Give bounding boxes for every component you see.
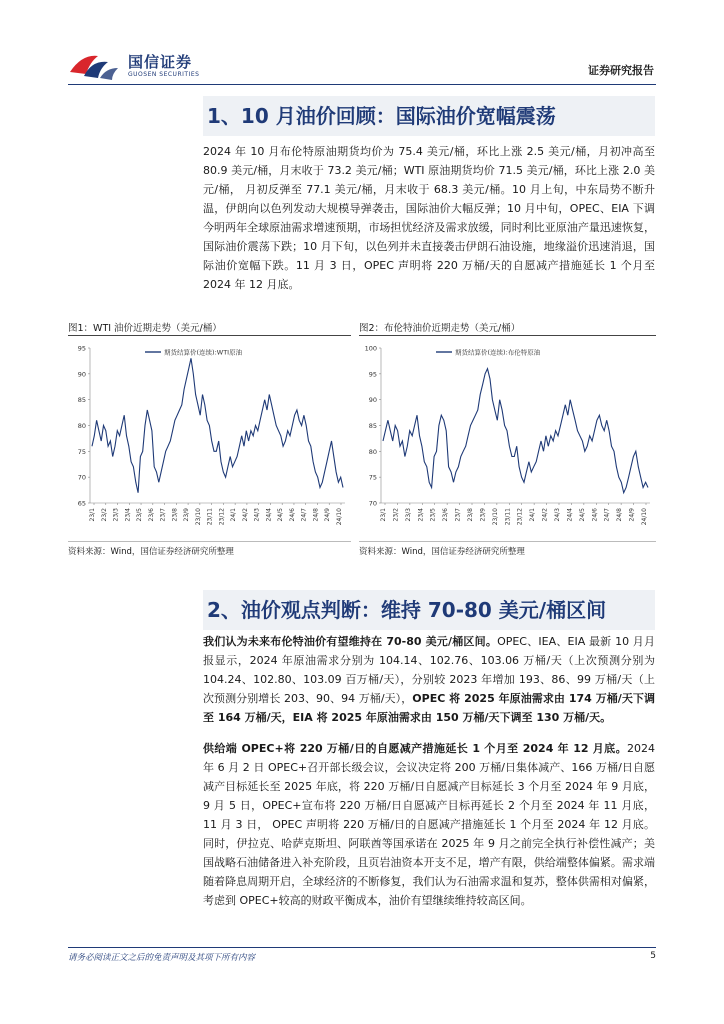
fig2-title: 图2：布伦特油价近期走势（美元/桶） xyxy=(359,323,521,334)
x-tick-label: 24/2 xyxy=(241,508,249,522)
fig1-title: 图1：WTI 油价近期走势（美元/桶） xyxy=(68,323,222,334)
section2-paragraph1 xyxy=(203,632,655,727)
x-tick-label: 23/11 xyxy=(504,508,512,526)
x-tick-label: 24/4 xyxy=(566,508,574,522)
guosen-logo-icon xyxy=(68,48,124,82)
page-number: 5 xyxy=(650,951,656,961)
x-tick-label: 24/1 xyxy=(230,508,238,522)
x-tick-label: 23/7 xyxy=(159,508,167,522)
legend-label: 期货结算价(连续):布伦特原油 xyxy=(455,348,541,357)
brand-name-cn: 国信证券 xyxy=(128,53,193,71)
section2-p1-text: OPEC、IEA、EIA 最新 10 月月报显示，2024 年原油需求分别为 104.14、102.76、103.06 万桶/天（上次预测分别为 104.24、102.80、103.09 百万桶/天），分别较 2023 年增加 193、86、99 万桶/天（上次预测分别增长 203、90、94 万桶/天）， xyxy=(203,635,655,705)
x-tick-label: 24/10 xyxy=(641,508,648,526)
x-tick-label: 24/10 xyxy=(336,508,343,526)
y-tick-label: 100 xyxy=(364,344,377,353)
x-tick-label: 23/9 xyxy=(479,508,487,522)
x-tick-label: 24/9 xyxy=(324,508,332,522)
y-tick-label: 75 xyxy=(77,447,86,456)
y-tick-label: 90 xyxy=(77,370,86,379)
x-tick-label: 24/5 xyxy=(277,508,285,522)
y-tick-label: 95 xyxy=(77,344,86,353)
y-tick-label: 70 xyxy=(77,473,86,482)
x-tick-label: 23/12 xyxy=(516,508,524,526)
x-tick-label: 23/5 xyxy=(429,508,437,522)
x-tick-label: 23/4 xyxy=(417,508,425,522)
page-header xyxy=(68,48,656,82)
y-tick-label: 75 xyxy=(368,473,377,482)
x-tick-label: 23/12 xyxy=(218,508,226,526)
fig2-title-rule xyxy=(359,335,656,336)
report-type-label: 证券研究报告 xyxy=(588,64,654,77)
fig2-source: 资料来源：Wind，国信证券经济研究所整理 xyxy=(359,547,525,557)
x-tick-label: 23/10 xyxy=(491,508,499,526)
x-tick-label: 24/8 xyxy=(312,508,320,522)
x-tick-label: 24/5 xyxy=(578,508,586,522)
x-tick-label: 23/6 xyxy=(147,508,155,522)
x-tick-label: 24/6 xyxy=(591,508,599,522)
x-tick-label: 24/2 xyxy=(541,508,549,522)
x-tick-label: 23/8 xyxy=(467,508,474,522)
wti-price-chart xyxy=(68,338,351,538)
footer-disclaimer: 请务必阅读正文之后的免责声明及其项下所有内容 xyxy=(68,953,256,963)
x-tick-label: 23/2 xyxy=(392,508,400,522)
x-tick-label: 24/8 xyxy=(616,508,624,522)
x-tick-label: 23/11 xyxy=(206,508,214,526)
x-tick-label: 23/5 xyxy=(136,508,144,522)
x-tick-label: 24/6 xyxy=(288,508,296,522)
x-tick-label: 24/3 xyxy=(253,508,261,522)
x-tick-label: 23/10 xyxy=(194,508,202,526)
section1-title xyxy=(203,96,655,136)
x-tick-label: 23/3 xyxy=(404,508,412,522)
x-tick-label: 24/9 xyxy=(628,508,636,522)
y-tick-label: 70 xyxy=(368,499,377,508)
section2-p1-bold-tail: OPEC 将 2025 年原油需求由 174 万桶/天下调至 164 万桶/天，EIA 将 2025 年原油需求由 150 万桶/天下调至 130 万桶/天。 xyxy=(203,692,655,724)
y-tick-label: 80 xyxy=(77,422,86,430)
x-tick-label: 23/1 xyxy=(380,508,387,522)
x-tick-label: 23/8 xyxy=(171,508,179,522)
x-tick-label: 23/3 xyxy=(112,508,120,522)
section1-body: 2024 年 10 月布伦特原油期货均价为 75.4 美元/桶，环比上涨 2.5 美元/桶，月初冲高至 80.9 美元/桶，月末收于 73.2 美元/桶；WTI 原油期货均价 71.5 美元/桶，环比上涨 2.0 美元/桶， 月初反弹至 77.1 美元/桶，月末收于 68.3 美元/桶。10 月上旬，中东局势不断升温，伊朗向以色列发动大规模导弹袭击，国际油价大幅反弹；10 月中旬，OPEC、EIA 下调今明两年全球原油需求增速预期，市场担忧经济及需求放缓，同时利比亚原油产量迅速恢复，国际油价震荡下跌；10 月下旬，以色列并未直接袭击伊朗石油设施，地缘溢价迅速消退，国际油价宽幅下跌。11 月 3 日，OPEC 声明将 220 万桶/天的自愿减产措施延长 1 个月至 2024 年 12 月底。 xyxy=(203,145,655,291)
series-line xyxy=(383,369,648,493)
x-tick-label: 23/7 xyxy=(454,508,462,522)
section2-p2-bold-lead: 供给端 OPEC+将 220 万桶/日的自愿减产措施延长 1 个月至 2024 年 12 月底。 xyxy=(203,742,627,755)
header-divider xyxy=(68,84,656,85)
y-tick-label: 90 xyxy=(368,396,377,405)
y-tick-label: 85 xyxy=(77,396,86,405)
x-tick-label: 24/7 xyxy=(300,508,308,522)
fig1-title-rule xyxy=(68,335,351,336)
section2-p2-text: 2024 年 6 月 2 日 OPEC+召开部长级会议，会议决定将 200 万桶/日集体减产、166 万桶/日自愿减产目标延长至 2025 年底，将 220 万桶/日自愿减产目标延长 3 个月至 2024 年 9 月底，9 月 5 日，OPEC+宣布将 220 万桶/日自愿减产目标再延长 2 个月至 2024 年 11 月底， 11 月 3 日， OPEC 声明将 220 万桶/日的自愿减产措施延长 1 个月至 2024 年 12 月底。同时，伊拉克、哈萨克斯坦、阿联酋等国承诺在 2025 年 9 月之前完全执行补偿性减产；美国战略石油储备进入补充阶段，且页岩油资本开支不足，增产有限，供给端整体偏紧。需求端随着降息周期开启，全球经济的不断修复，我们认为石油需求温和复苏，整体供需相对偏紧，考虑到 OPEC+较高的财政平衡成本，油价有望继续维持较高区间。 xyxy=(203,742,655,907)
y-tick-label: 80 xyxy=(368,447,377,456)
legend-label: 期货结算价(连续):WTI原油 xyxy=(164,348,243,357)
section2-paragraph2 xyxy=(203,739,655,910)
section2-title xyxy=(203,590,655,630)
brent-price-chart xyxy=(359,338,656,538)
fig2-bottom-rule xyxy=(359,541,656,542)
section2-title-text: 2、油价观点判断：维持 70-80 美元/桶区间 xyxy=(207,598,607,622)
x-tick-label: 24/3 xyxy=(554,508,561,522)
brand-name-en: GUOSEN SECURITIES xyxy=(128,71,200,78)
fig1-source: 资料来源：Wind，国信证券经济研究所整理 xyxy=(68,547,234,557)
x-tick-label: 24/4 xyxy=(265,508,273,522)
x-tick-label: 23/2 xyxy=(100,508,108,522)
section2-p1-bold-lead: 我们认为未来布伦特油价有望维持在 70-80 美元/桶区间。 xyxy=(203,635,498,648)
y-tick-label: 95 xyxy=(368,370,377,379)
y-tick-label: 85 xyxy=(368,422,377,430)
footer-divider xyxy=(68,947,656,948)
x-tick-label: 24/1 xyxy=(529,508,537,522)
x-tick-label: 23/4 xyxy=(124,508,132,522)
x-tick-label: 24/7 xyxy=(603,508,611,522)
section1-title-text: 1、10 月油价回顾：国际油价宽幅震荡 xyxy=(207,104,556,128)
x-tick-label: 23/6 xyxy=(442,508,450,522)
x-tick-label: 23/9 xyxy=(183,508,191,522)
series-line xyxy=(92,358,343,492)
fig1-bottom-rule xyxy=(68,541,351,542)
x-tick-label: 23/1 xyxy=(89,508,96,522)
y-tick-label: 65 xyxy=(77,499,86,508)
